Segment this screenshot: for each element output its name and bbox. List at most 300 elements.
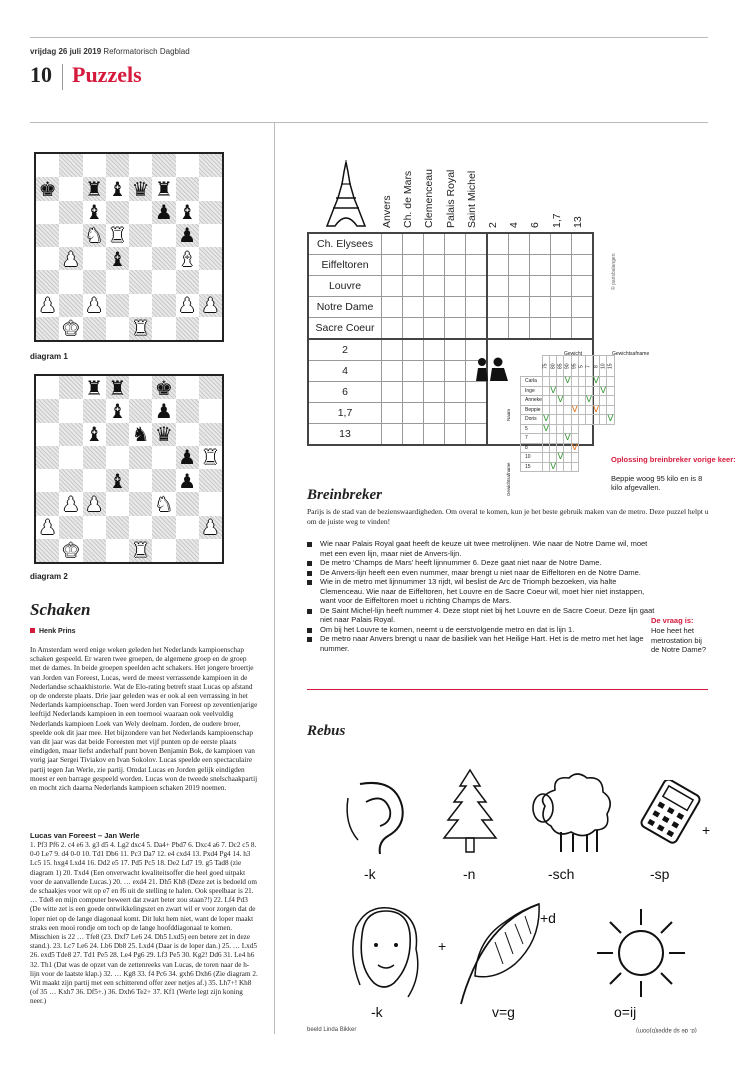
puzzle-cell[interactable]	[445, 339, 466, 361]
rebus-plus-top: +	[702, 822, 711, 838]
question-title: De vraag is:	[651, 616, 694, 625]
chess-piece: ♚	[38, 176, 57, 201]
chess-piece: ♝	[85, 200, 104, 225]
sol-cell	[542, 415, 549, 425]
chess-square	[129, 317, 152, 340]
sol-cell	[550, 434, 557, 444]
chess-square	[199, 539, 222, 562]
sol-cell	[564, 434, 571, 444]
chess-square	[59, 423, 82, 446]
sol-row-label: 5	[521, 424, 543, 434]
check-mark: V	[564, 433, 571, 444]
sol-cell	[578, 396, 585, 406]
sol-cell	[571, 424, 578, 434]
sol-col-header: 75	[542, 356, 549, 377]
puzzle-cell[interactable]	[382, 382, 403, 403]
chess-diagram-2	[34, 374, 224, 564]
chess-square	[83, 154, 106, 177]
sol-cell	[564, 462, 571, 472]
puzzle-cell[interactable]	[403, 255, 424, 276]
chess-piece: ♝	[108, 398, 127, 423]
puzzle-cell[interactable]	[445, 276, 466, 297]
chess-square	[152, 469, 175, 492]
chess-square	[36, 423, 59, 446]
rebus-label-2: -n	[463, 866, 476, 882]
chess-square	[83, 177, 106, 200]
rebus-rule	[307, 689, 708, 690]
chess-square	[36, 317, 59, 340]
chess-piece: ♚	[61, 538, 80, 563]
image-credit: beeld Linda Bikker	[307, 1027, 357, 1033]
sol-cell	[585, 377, 592, 387]
sol-cell	[550, 424, 557, 434]
puzzle-cell[interactable]	[551, 297, 572, 318]
puzzle-cell[interactable]	[509, 255, 530, 276]
rebus-title: Rebus	[307, 723, 346, 739]
chess-square	[106, 376, 129, 399]
chess-square	[83, 492, 106, 515]
sol-group-loss: Gewichtsafname	[612, 351, 650, 357]
rebus-label-3: -sch	[548, 866, 575, 882]
chess-square	[152, 224, 175, 247]
check-mark: V	[585, 395, 592, 406]
chess-square	[83, 294, 106, 317]
chess-square	[176, 423, 199, 446]
check-mark: V	[542, 423, 550, 434]
puzzle-column-header: 6	[529, 222, 542, 228]
check-mark: V	[600, 385, 607, 396]
puzzle-cell[interactable]	[509, 318, 530, 340]
chess-square	[59, 492, 82, 515]
sol-row-label: 15	[521, 462, 543, 472]
sol-cell	[542, 462, 549, 472]
sol-cell	[578, 405, 585, 415]
page-number: 10	[30, 62, 52, 87]
puzzle-cell[interactable]	[466, 382, 488, 403]
chess-square	[106, 492, 129, 515]
chess-square	[106, 154, 129, 177]
chess-piece: ♞	[154, 491, 173, 516]
chess-piece: ♟	[178, 223, 197, 248]
sol-cell	[557, 396, 564, 406]
puzzle-cell[interactable]	[424, 361, 445, 382]
puzzle-cell[interactable]	[403, 297, 424, 318]
chess-piece: ♟	[201, 515, 220, 540]
sol-cell	[600, 405, 607, 415]
puzzle-column-header: 2	[487, 222, 499, 228]
chess-square	[106, 399, 129, 422]
puzzle-cell[interactable]	[382, 424, 403, 446]
puzzle-cell[interactable]	[424, 403, 445, 424]
solution-title: Oplossing breinbreker vorige keer:	[611, 455, 736, 464]
sol-row	[521, 443, 615, 453]
chess-square	[129, 423, 152, 446]
puzzle-cell[interactable]	[487, 318, 509, 340]
sol-cell	[585, 386, 592, 396]
game-notation: 1. Pf3 Pf6 2. c4 e6 3. g3 d5 4. Lg2 dxc4 5. Da4+ Pbd7 6. Dxc4 a6 7. Dc2 c5 8. 0-0 Le7 9. d4 0-0 10. Td1 Db6 11. Pc3 Da7 12. e4 cxd4 13. Pxd4 Pg4 14. h3 Lc5 15. hxg4 Lxd4 16. Dd2 e5 17. Pd5 Pc5 18. De2 Ld7 19. g5 Tad8 (zie diagram 1) 20. Txd4 (Een onverwacht kwaliteitsoffer die heel goed uitpakt voor de aanvallende Lucas.) 20. … exd4 21. Dh5 Kh8 (Deze zet is bedoeld om de schaakjes voor wit op e7 en f6 uit de stelling te halen. Ook speelbaar is 21. … Tde8 en mijn computer beweert dat zwart beter zou staan?!) 22. Lf4 Pd3 (De witte zet is een goede ontwikkelingszet en zwart wil er voor zorgen dat de loper niet op de lange diagonaal komt. Dit lukt hem niet, want de loper maakt straks een mooi rondje om toch op de lange hoofddiagonaal te komen. Misschien is 22 … Tfe8 (23. Dxf7 Le6 24. Dh5 Lxd5) een betere zet in deze stand.). 23. Lc7 Le6 24. Lb6 Db8 25. Lxd4 (Daar is de loper dan.) 25. … Lxd5 26. exd5 Tde8 27. Td1 Pe5 28. Le4 Pg6 29. Lf3 Pe5 30. Kg2! Dd6 31. Le4 h6 32. Th1 (Dat was de opzet van de zettenreeks van Lucas, de toren naar de h-lijn voor de laatste klap.) 32. … Kg8 33. f4 Pc6 34. gxh6 Dxh6 (Zie diagram 2. Wit maakt zijn partij met een schitterend offer zeer netjes af.) 35. Lh7+! Kh8 (of 35 … Kxh7 36. Df5+.) 36. Dxh6 Te2+ 37. Kf1 (Werle legt zijn koning neer.)	[30, 841, 258, 1006]
puzzle-cell[interactable]	[466, 255, 488, 276]
puzzle-column-header: Anvers	[381, 195, 393, 228]
sol-cell	[557, 415, 564, 425]
chess-square	[199, 317, 222, 340]
chess-square	[152, 247, 175, 270]
chess-square	[176, 516, 199, 539]
chess-square	[83, 201, 106, 224]
sol-cell	[550, 462, 557, 472]
puzzle-row-label: 13	[308, 424, 382, 446]
chess-piece: ♝	[178, 200, 197, 225]
puzzle-cell[interactable]	[551, 233, 572, 255]
chess-square	[199, 492, 222, 515]
sol-col-header: 8	[593, 356, 600, 377]
sun-icon	[593, 905, 689, 1001]
puzzle-cell[interactable]	[572, 255, 594, 276]
chess-piece: ♟	[154, 200, 173, 225]
sol-cell	[571, 396, 578, 406]
chess-piece: ♟	[154, 398, 173, 423]
chess-square	[106, 469, 129, 492]
chess-square	[59, 177, 82, 200]
puzzle-cell[interactable]	[530, 297, 551, 318]
puzzle-row	[308, 318, 593, 340]
sol-cell	[571, 415, 578, 425]
clue-item: Wie in de metro met lijnnummer 13 rijdt, wil beslist de Arc de Triomph bezoeken, via halte Clemenceau. Wie naar de Eiffeltoren, het Louvre en de Sacre Coeur wil, moet hier niet instappen, want voor de Eiffeltoren moet u richting Champs de Mars.	[307, 577, 657, 606]
puzzle-cell[interactable]	[487, 297, 509, 318]
clue-item: De metro naar Anvers brengt u naar de basiliek van het Heilige Hart. Het is de metro met het lage nummer.	[307, 634, 657, 653]
puzzle-cell[interactable]	[445, 318, 466, 340]
puzzle-cell[interactable]	[572, 276, 594, 297]
sol-col-header: 90	[564, 356, 571, 377]
chess-piece: ♞	[131, 422, 150, 447]
puzzle-cell[interactable]	[466, 424, 488, 446]
chess-square	[36, 201, 59, 224]
puzzle-cell[interactable]	[466, 318, 488, 340]
puzzle-cell[interactable]	[424, 297, 445, 318]
breinbreker-intro: Parijs is de stad van de bezienswaardigheden. Om overal te komen, kun je het beste gebruik maken van de metro. Deze puzzel helpt u om de juiste weg te vinden!	[307, 507, 709, 526]
puzzle-cell[interactable]	[572, 318, 594, 340]
sol-cell	[571, 453, 578, 463]
chess-piece: ♟	[178, 293, 197, 318]
puzzle-cell[interactable]	[424, 276, 445, 297]
puzzle-cell[interactable]	[551, 276, 572, 297]
puzzle-cell[interactable]	[445, 361, 466, 382]
chess-square	[106, 177, 129, 200]
sol-row	[521, 424, 615, 434]
chess-square	[176, 270, 199, 293]
schaken-title: Schaken	[30, 600, 91, 619]
chess-square	[152, 492, 175, 515]
chess-square	[83, 247, 106, 270]
chess-square	[199, 516, 222, 539]
chess-piece: ♟	[178, 468, 197, 493]
sol-row	[521, 405, 615, 415]
sol-cell	[550, 396, 557, 406]
chess-square	[36, 376, 59, 399]
puzzle-cell[interactable]	[424, 233, 445, 255]
sol-cell	[550, 453, 557, 463]
sol-cell	[557, 453, 564, 463]
puzzle-cell[interactable]	[551, 255, 572, 276]
chess-square	[59, 247, 82, 270]
puzzle-cell[interactable]	[466, 233, 488, 255]
puzzle-cell[interactable]	[572, 233, 594, 255]
girl-face-icon	[346, 905, 422, 1001]
chess-square	[36, 539, 59, 562]
chess-square	[106, 516, 129, 539]
sol-cell	[542, 443, 549, 453]
chess-square	[129, 154, 152, 177]
chess-square	[59, 469, 82, 492]
sol-cell	[542, 453, 549, 463]
sol-cell	[550, 415, 557, 425]
puzzle-cell[interactable]	[572, 297, 594, 318]
puzzle-cell[interactable]	[403, 276, 424, 297]
sol-row-label: Anneke	[521, 396, 543, 406]
chess-square	[36, 399, 59, 422]
sol-col-header: 80	[550, 356, 557, 377]
chess-square	[199, 399, 222, 422]
puzzle-cell[interactable]	[445, 382, 466, 403]
sol-cell	[564, 386, 571, 396]
sol-cell	[557, 386, 564, 396]
puzzle-cell[interactable]	[382, 255, 403, 276]
puzzle-cell[interactable]	[403, 361, 424, 382]
clue-item: Om bij het Louvre te komen, neemt u de eerstvolgende metro en dat is lijn 1.	[307, 625, 657, 635]
chess-square	[199, 294, 222, 317]
puzzle-cell[interactable]	[382, 233, 403, 255]
puzzle-cell[interactable]	[382, 297, 403, 318]
chess-square	[152, 446, 175, 469]
puzzle-cell[interactable]	[382, 318, 403, 340]
header-rule	[30, 122, 708, 123]
puzzle-cell[interactable]	[466, 276, 488, 297]
sol-cell	[542, 424, 549, 434]
chess-square	[36, 177, 59, 200]
puzzle-row	[308, 233, 593, 255]
chess-square	[59, 539, 82, 562]
chess-piece: ♟	[38, 293, 57, 318]
puzzle-cell[interactable]	[445, 233, 466, 255]
chess-square	[129, 492, 152, 515]
chess-piece: ♟	[178, 445, 197, 470]
chess-piece: ♝	[178, 246, 197, 271]
puzzle-cell[interactable]	[403, 339, 424, 361]
chess-square	[59, 201, 82, 224]
chess-square	[152, 270, 175, 293]
sol-cell	[557, 462, 564, 472]
puzzle-column-header: Ch. de Mars	[402, 170, 415, 228]
chess-square	[59, 294, 82, 317]
column-divider	[274, 122, 275, 1034]
solution-grid	[520, 355, 615, 472]
schaken-author: Henk Prins	[30, 628, 76, 635]
chess-piece: ♚	[154, 375, 173, 400]
chess-piece: ♜	[131, 316, 150, 341]
chess-square	[152, 539, 175, 562]
puzzle-row-label: 2	[308, 339, 382, 361]
puzzle-cell[interactable]	[445, 255, 466, 276]
sol-cell	[571, 443, 578, 453]
chess-square	[152, 376, 175, 399]
diagram-2-label: diagram 2	[30, 572, 68, 581]
puzzle-column-header: Palais Royal	[444, 169, 457, 228]
puzzle-column-header: 13	[571, 216, 584, 228]
chess-square	[176, 317, 199, 340]
puzzle-cell[interactable]	[403, 318, 424, 340]
rebus-label-6: v=g	[492, 1004, 515, 1020]
sol-row	[521, 377, 615, 387]
puzzle-cell[interactable]	[445, 403, 466, 424]
puzzle-cell[interactable]	[424, 382, 445, 403]
sol-cell	[607, 396, 614, 406]
puzzle-cell[interactable]	[424, 339, 445, 361]
puzzle-cell[interactable]	[487, 255, 509, 276]
chess-square	[129, 270, 152, 293]
sol-cell	[550, 386, 557, 396]
sol-cell	[542, 405, 549, 415]
chess-square	[106, 446, 129, 469]
puzzle-row	[308, 276, 593, 297]
puzzle-row-label: 1,7	[308, 403, 382, 424]
chess-square	[106, 317, 129, 340]
game-heading: Lucas van Foreest – Jan Werle	[30, 831, 140, 840]
puzzle-cell[interactable]	[551, 318, 572, 340]
sol-cell	[564, 396, 571, 406]
chess-square	[152, 201, 175, 224]
puzzle-cell[interactable]	[466, 297, 488, 318]
chess-square	[83, 516, 106, 539]
author-marker	[30, 628, 35, 633]
puzzle-cell[interactable]	[445, 297, 466, 318]
puzzle-cell[interactable]	[403, 382, 424, 403]
puzzle-cell[interactable]	[445, 424, 466, 446]
sol-cell	[557, 377, 564, 387]
chess-square	[129, 247, 152, 270]
sol-cell	[600, 396, 607, 406]
sol-cell	[550, 405, 557, 415]
check-mark: V	[564, 376, 571, 387]
chess-square	[59, 516, 82, 539]
chess-piece: ♞	[85, 223, 104, 248]
sol-row	[521, 386, 615, 396]
breinbreker-title: Breinbreker	[307, 487, 382, 503]
sol-row-label: 10	[521, 453, 543, 463]
question-text: Hoe heet het metrostation bij de Notre Dame?	[651, 626, 707, 654]
header-divider	[62, 64, 63, 90]
sol-cell	[578, 415, 585, 425]
rebus-label-7: o=ij	[614, 1004, 637, 1020]
clue-item: Wie naar Palais Royal gaat heeft de keuze uit twee metrolijnen. Wie naar de Notre Dame wil, moet met een even lijn, maar niet de Anvers-lijn.	[307, 539, 657, 558]
eiffel-tower-icon	[321, 160, 371, 230]
puzzle-cell[interactable]	[403, 403, 424, 424]
chess-square	[199, 177, 222, 200]
puzzle-cell[interactable]	[382, 339, 403, 361]
rebus-label-4: -sp	[650, 866, 670, 882]
chess-square	[176, 399, 199, 422]
chess-piece: ♚	[61, 316, 80, 341]
chess-piece: ♜	[108, 375, 127, 400]
check-mark: V	[557, 395, 564, 406]
sol-row-label: Doris	[521, 415, 543, 425]
chess-piece: ♝	[85, 422, 104, 447]
breinbreker-clues	[307, 539, 657, 653]
clue-item: De metro ‘Champs de Mars’ heeft lijnnummer 6. Deze gaat niet naar de Notre Dame.	[307, 558, 657, 568]
sol-col-header: 15	[607, 356, 614, 377]
chess-square	[199, 154, 222, 177]
puzzle-cell[interactable]	[509, 297, 530, 318]
people-icon	[472, 357, 512, 381]
puzzle-row	[308, 297, 593, 318]
sol-cell	[571, 405, 578, 415]
top-rule	[30, 37, 708, 38]
sol-cell	[607, 386, 614, 396]
chess-square	[129, 539, 152, 562]
chess-square	[152, 516, 175, 539]
puzzle-cell[interactable]	[382, 361, 403, 382]
chess-piece: ♜	[201, 445, 220, 470]
chess-square	[176, 376, 199, 399]
sol-cell	[542, 396, 549, 406]
sol-row-label: 7	[521, 434, 543, 444]
sol-cell	[557, 434, 564, 444]
puzzle-cell[interactable]	[530, 255, 551, 276]
sol-cell	[600, 377, 607, 387]
chess-square	[176, 446, 199, 469]
solution-text: Beppie woog 95 kilo en is 8 kilo afgevallen.	[611, 474, 703, 492]
chess-square	[36, 270, 59, 293]
puzzle-cell[interactable]	[530, 318, 551, 340]
sol-cell	[585, 415, 592, 425]
puzzle-cell[interactable]	[509, 233, 530, 255]
sol-group-weight: Gewicht	[564, 351, 583, 357]
chess-square	[199, 423, 222, 446]
sol-col-header: 7	[585, 356, 592, 377]
chess-diagram-1	[34, 152, 224, 342]
chess-square	[199, 201, 222, 224]
puzzle-cell[interactable]	[403, 233, 424, 255]
chess-piece: ♟	[201, 293, 220, 318]
puzzle-column-header: 1,7	[550, 213, 563, 228]
check-mark: V	[542, 414, 550, 425]
puzzle-cell[interactable]	[424, 424, 445, 446]
chess-square	[176, 154, 199, 177]
chess-square	[59, 154, 82, 177]
puzzle-row-label: Notre Dame	[308, 297, 382, 318]
sol-cell	[564, 377, 571, 387]
diagram-1-label: diagram 1	[30, 352, 68, 361]
chess-square	[129, 224, 152, 247]
puzzle-cell[interactable]	[424, 255, 445, 276]
chess-square	[83, 539, 106, 562]
puzzle-cell[interactable]	[403, 424, 424, 446]
puzzle-cell[interactable]	[509, 276, 530, 297]
chess-square	[36, 154, 59, 177]
sol-cell	[607, 377, 614, 387]
sol-cell	[550, 377, 557, 387]
puzzle-cell[interactable]	[487, 233, 509, 255]
puzzle-cell[interactable]	[530, 233, 551, 255]
puzzle-cell[interactable]	[530, 276, 551, 297]
puzzle-cell[interactable]	[424, 318, 445, 340]
puzzle-cell[interactable]	[382, 276, 403, 297]
puzzle-row-label: Ch. Elysees	[308, 233, 382, 255]
feather-icon	[455, 900, 545, 1010]
chess-square	[106, 423, 129, 446]
puzzle-row-label: 6	[308, 382, 382, 403]
puzzle-cell[interactable]	[466, 403, 488, 424]
puzzle-cell[interactable]	[382, 403, 403, 424]
puzzle-cell[interactable]	[487, 276, 509, 297]
